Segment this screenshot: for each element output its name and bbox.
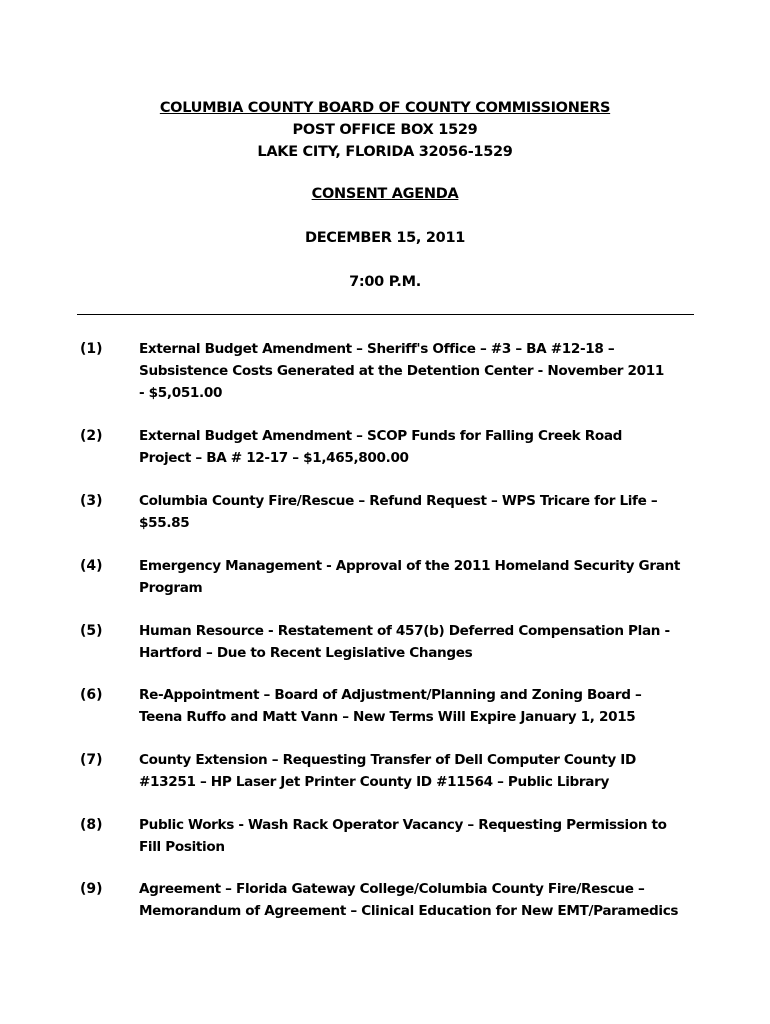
agenda-item-number: (3) [80, 493, 103, 509]
meeting-date: DECEMBER 15, 2011 [304, 230, 466, 246]
agenda-item-text [139, 620, 699, 664]
meeting-time: 7:00 P.M. [349, 274, 421, 290]
agenda-item-line: Fill Position [139, 839, 225, 855]
agenda-item-line: Columbia County Fire/Rescue – Refund Request – WPS Tricare for Life – [139, 493, 658, 509]
agenda-item-line: $55.85 [139, 515, 190, 531]
agenda-item-text [139, 749, 699, 793]
agenda-item-number: (8) [80, 817, 103, 833]
agenda-item-number: (6) [80, 687, 103, 703]
agenda-item-line: Memorandum of Agreement – Clinical Education for New EMT/Paramedics [139, 903, 679, 919]
agenda-item-text [139, 425, 699, 469]
agenda-item-text [139, 338, 699, 404]
agenda-item-text [139, 684, 699, 728]
agenda-item-line: Public Works - Wash Rack Operator Vacancy – Requesting Permission to [139, 817, 667, 833]
agenda-item-number: (5) [80, 623, 103, 639]
horizontal-divider [77, 314, 694, 315]
agenda-item-line: Project – BA # 12-17 – $1,465,800.00 [139, 450, 409, 466]
agenda-item-line: Emergency Management - Approval of the 2011 Homeland Security Grant [139, 558, 680, 574]
agenda-item-line: Teena Ruffo and Matt Vann – New Terms Will Expire January 1, 2015 [139, 709, 636, 725]
agenda-item-number: (7) [80, 752, 103, 768]
agenda-item-number: (9) [80, 881, 103, 897]
agenda-item-line: Human Resource - Restatement of 457(b) Deferred Compensation Plan - [139, 623, 670, 639]
agenda-item-text [139, 555, 699, 599]
agenda-item-text [139, 814, 699, 858]
agenda-item-line: Subsistence Costs Generated at the Detention Center - November 2011 [139, 363, 664, 379]
agenda-item-line: Hartford – Due to Recent Legislative Changes [139, 645, 473, 661]
address-line-1: POST OFFICE BOX 1529 [292, 122, 478, 138]
agenda-item-line: County Extension – Requesting Transfer of Dell Computer County ID [139, 752, 636, 768]
org-name: COLUMBIA COUNTY BOARD OF COUNTY COMMISSIONERS [159, 100, 611, 116]
agenda-item-number: (2) [80, 428, 103, 444]
agenda-item-text [139, 490, 699, 534]
agenda-item-line: Agreement – Florida Gateway College/Columbia County Fire/Rescue – [139, 881, 645, 897]
agenda-item-line: Program [139, 580, 203, 596]
address-line-2: LAKE CITY, FLORIDA 32056-1529 [257, 144, 513, 160]
agenda-item-number: (1) [80, 341, 103, 357]
agenda-item-line: External Budget Amendment – Sheriff's Office – #3 – BA #12-18 – [139, 341, 615, 357]
agenda-item-number: (4) [80, 558, 103, 574]
agenda-item-line: #13251 – HP Laser Jet Printer County ID #11564 – Public Library [139, 774, 609, 790]
agenda-title: CONSENT AGENDA [311, 186, 459, 202]
agenda-item-line: External Budget Amendment – SCOP Funds for Falling Creek Road [139, 428, 623, 444]
agenda-item-text [139, 878, 699, 922]
agenda-item-line: Re-Appointment – Board of Adjustment/Planning and Zoning Board – [139, 687, 642, 703]
agenda-item-line: - $5,051.00 [139, 385, 223, 401]
